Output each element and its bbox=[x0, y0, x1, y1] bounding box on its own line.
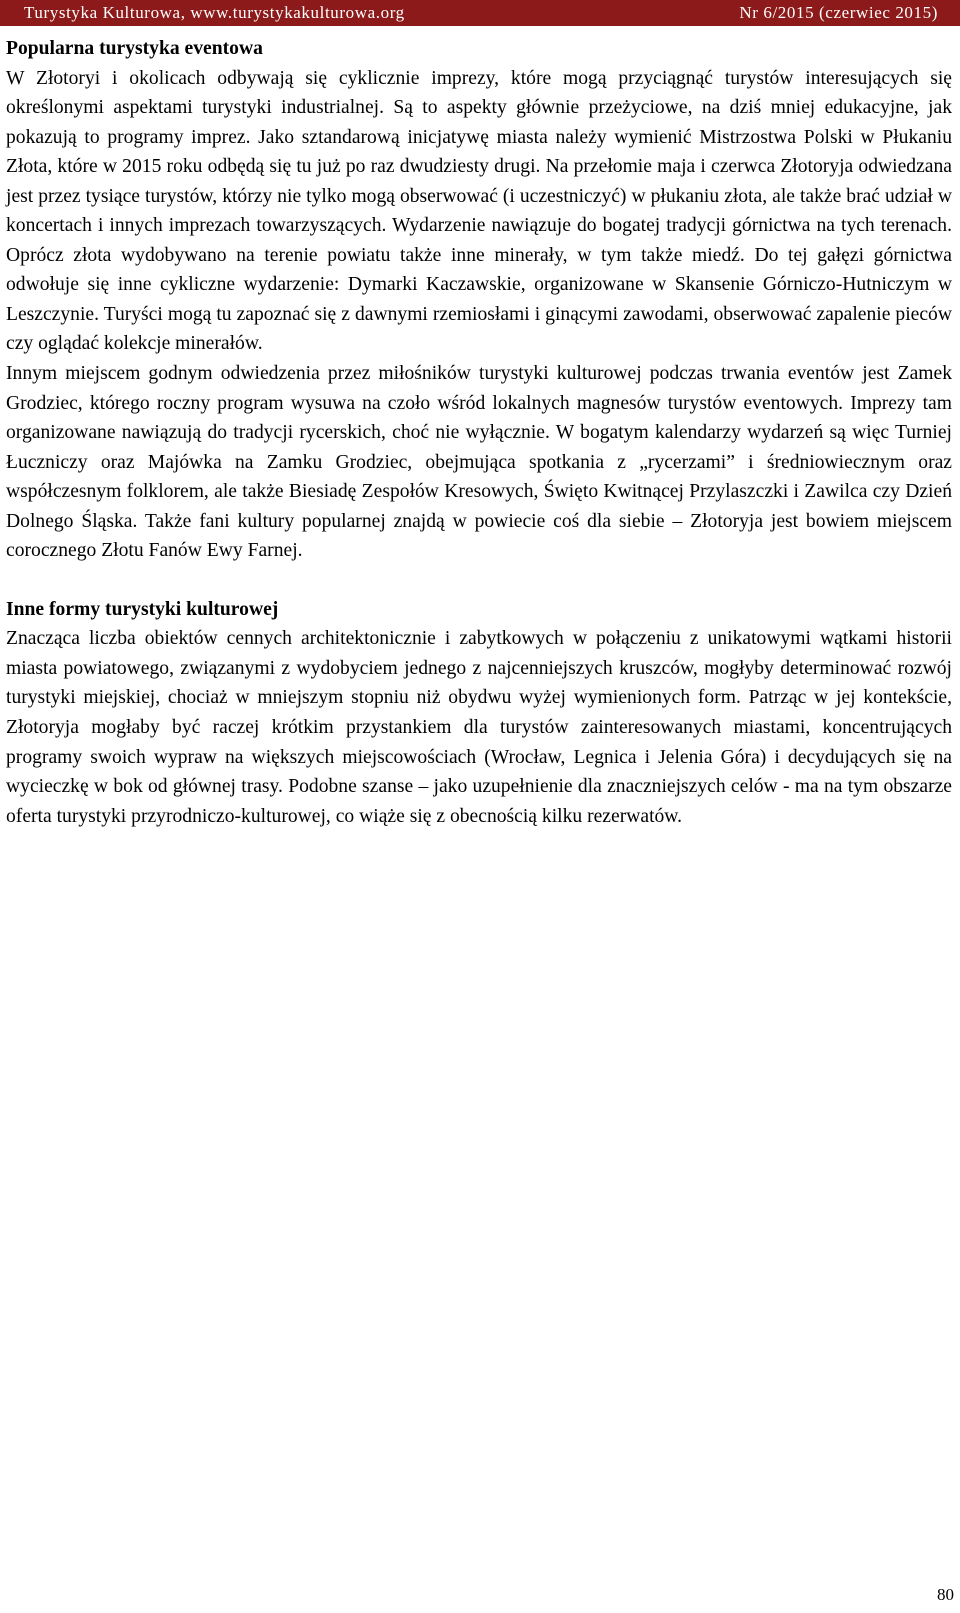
journal-title: Turystyka Kulturowa, www.turystykakulturowa.org bbox=[24, 3, 405, 22]
issue-info: Nr 6/2015 (czerwiec 2015) bbox=[739, 3, 938, 22]
paragraph: W Złotoryi i okolicach odbywają się cyklicznie imprezy, które mogą przyciągnąć turystów interesujących się określonymi aspektami turystyki industrialnej. Są to aspekty głównie przeżyciowe, na dziś mniej edukacyjne, jak pokazują to programy imprez. Jako sztandarową inicjatywę miasta należy wymienić Mistrzostwa Polski w Płukaniu Złota, które w 2015 roku odbędą się tu już po raz dwudziesty drugi. Na przełomie maja i czerwca Złotoryja odwiedzana jest przez tysiące turystów, którzy nie tylko mogą obserwować (i uczestniczyć) w płukaniu złota, ale także brać udział w koncertach i innych imprezach towarzyszących. Wydarzenie nawiązuje do bogatej tradycji górnictwa na tych terenach. Oprócz złota wydobywano na terenie powiatu także inne minerały, w tym także miedź. Do tej gałęzi górnictwa odwołuje się inne cykliczne wydarzenie: Dymarki Kaczawskie, organizowane w Skansenie Górniczo-Hutniczym w Leszczynie. Turyści mogą tu zapoznać się z dawnymi rzemiosłami i ginącymi zawodami, obserwować zapalenie pieców czy oglądać kolekcje minerałów. bbox=[6, 67, 952, 355]
section-heading-other-forms: Inne formy turystyki kulturowej bbox=[6, 598, 279, 620]
paragraph: Znacząca liczba obiektów cennych architektonicznie i zabytkowych w połączeniu z unikatowymi wątkami historii miasta powiatowego, związanymi z wydobyciem jednego z najcenniejszych kruszców, mogłyby determinować rozwój turystyki miejskiej, chociaż w mniejszym stopniu niż obydwu wyżej wymienionych form. Patrząc w jej kontekście, Złotoryja mogłaby być raczej krótkim przystankiem dla turystów zainteresowanych miastami, koncentrujących programy swoich wypraw na większych miejscowościach (Wrocław, Legnica i Jelenia Góra) i decydujących się na wycieczkę w bok od głównej trasy. Podobne szanse – jako uzupełnienie dla znaczniejszych celów - ma na tym obszarze oferta turystyki przyrodniczo-kulturowej, co wiąże się z obecnością kilku rezerwatów. bbox=[6, 628, 952, 827]
page-number: 80 bbox=[937, 1585, 954, 1604]
article-body bbox=[6, 34, 952, 831]
paragraph: Innym miejscem godnym odwiedzenia przez miłośników turystyki kulturowej podczas trwania eventów jest Zamek Grodziec, którego roczny program wysuwa na czoło wśród lokalnych magnesów turystów eventowych. Imprezy tam organizowane nawiązują do tradycji rycerskich, choć nie wyłącznie. W bogatym kalendarzy wydarzeń są więc Turniej Łuczniczy oraz Majówka na Zamku Grodziec, obejmująca spotkania z „rycerzami” i średniowiecznym oraz współczesnym folklorem, ale także Biesiadę Zespołów Kresowych, Święto Kwitnącej Przylaszczki i Zawilca czy Dzień Dolnego Śląska. Także fani kultury popularnej znajdą w powiecie coś dla siebie – Złotoryja jest bowiem miejscem corocznego Złotu Fanów Ewy Farnej. bbox=[6, 363, 952, 562]
section-spacer bbox=[6, 566, 952, 595]
running-header bbox=[0, 0, 960, 26]
section-heading-event-tourism: Popularna turystyka eventowa bbox=[6, 38, 263, 59]
